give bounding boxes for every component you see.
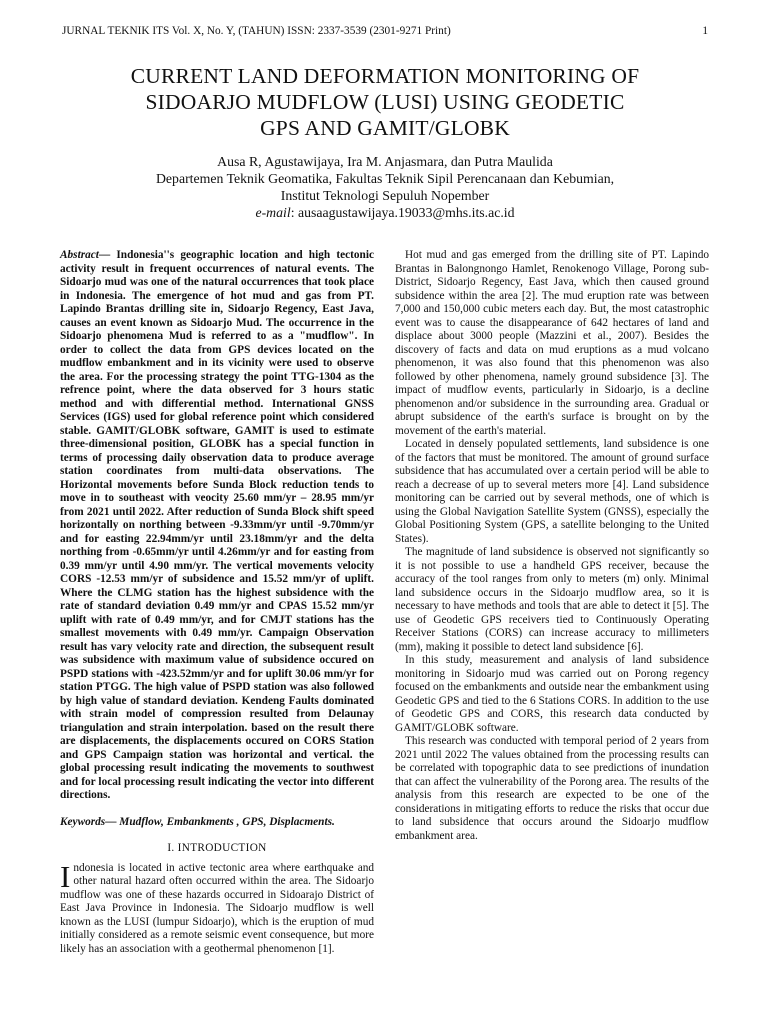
email-label: e-mail (255, 205, 291, 220)
abstract-label: Abstract (60, 249, 99, 261)
body-paragraph: In this study, measurement and analysis of land subsidence monitoring in Sidoarjo mud was carried out on Porong regency focused on the embankments and outside near the embankment using Geodetic GPS and tied to the 6 Stations CORS. In addition to the use of Geodetic GPS and CORS, this research data conducted by GAMIT/GLOBK software. (395, 654, 709, 734)
body-paragraph: Located in densely populated settlements, land subsidence is one of the factors that must be monitored. The amount of ground surface subsidence that has accumulated over a certain period will be able to reach a decrease of up to several meters more [4]. Land subsidence monitoring can be carried out by several methods, one of which is using the Global Navigation Satellite System (GNSS), especially the Global Positioning System (GPS, a satellite belonging to the United States). (395, 438, 709, 545)
body-paragraph: Hot mud and gas emerged from the drilling site of PT. Lapindo Brantas in Balongnongo Hamlet, Renokenogo Village, Porong sub-District, Sidoarjo Regency, East Java, which then caused ground subsidence within the area [2]. The mud eruption rate was between 7,000 and 150,000 cubic meters each day. But, the most catastrophic event was to cause the disappearance of 642 hectares of land and displace about 3000 people (Mazzini et al., 2007). Besides the discovery of facts and data on mud eruptions as a mud volcano phenomenon, it was also found that this phenomenon was also followed by other phenomena, namely ground subsidence [3]. The impact of mudflow events, particularly in Sidoarjo, is a decline phenomenon and/or subsidence in the surrounding area. Gradual or abrupt subsidence of the earth's surface is brought on by the movement of the earth's material. (395, 249, 709, 437)
drop-cap: I (60, 858, 71, 894)
author-email-line (60, 204, 710, 221)
abstract-text: — Indonesia''s geographic location and high tectonic activity result in frequent occurrences of natural events. The Sidoarjo mud was one of the natural occurrences that took place in Indonesia. The emergence of hot mud and gas from PT. Lapindo Brantas drilling site in, Sidoarjo Regency, East Java, causes an event known as Sidoarjo Mud. The occurrence in the Sidoarjo phenomena Mud is referred to as a "mudflow". In order to collect the data from GPS devices located on the mudflow embankment and in its vicinity were used to observe the area. For the processing strategy the point TTG-1304 as the refrence point, where the data observed for 3 hours static method and with differential method. International GNSS Services (IGS) used for global reference point which considered stable. GAMIT/GLOBK software, GAMIT is used to estimate three-dimensional position, GLOBK has a special function in terms of processing daily observation data to produce average station coordinates from multi-data observations. The Horizontal movements before Sunda Block reduction tends to move in to southeast with veocity 25.60 mm/yr – 28.95 mm/yr from 2021 until 2022. After reduction of Sunda Block shift speed horizontally on northing between -9.33mm/yr until -9.70mm/yr and for easting 22.94mm/yr until 23.18mm/yr and the delta northing from -0.65mm/yr until 4.26mm/yr and for easting from 0.39 mm/yr until 4.90 mm/yr. The vertical movements velocity CORS -12.53 mm/yr of subsidence and 15.52 mm/yr of uplift. Where the CLMG station has the highest subsidence with the rate of standard deviation 0.49 mm/yr and CPAS 15.52 mm/yr uplift with rate of 0.49 mm/yr, and for CMJT stations has the smallest movements with 0.49 mm/yr. Campaign Observation result has vary velocity rate and direction, the subsequent result was subsidence with maximum value of subsidence occured on PSPD stations with -423.52mm/yr and for uplift 30.06 mm/yr for station PTGG. The high value of PSPD station was also followed by high value of standard deviation. Kendeng Faults dominated with strain model of compression resulted from Delaunay triangulation and strain interpolation. based on the result there are displacements, the displacements occured on CORS Station and GPS Campaign station was horizontal and vertical. the global processing result indicating the movements to southwest and for local processing result indicating the vector into different directions. (60, 249, 374, 801)
title-line: CURRENT LAND DEFORMATION MONITORING OF (130, 64, 640, 88)
author-names: Ausa R, Agustawijaya, Ira M. Anjasmara, dan Putra Maulida (217, 154, 553, 169)
author-email: : ausaagustawijaya.19033@mhs.its.ac.id (290, 205, 515, 220)
section-heading: I. INTRODUCTION (167, 842, 267, 854)
author-department: Departemen Teknik Geomatika, Fakultas Teknik Sipil Perencanaan dan Kebumian, (155, 171, 615, 186)
keywords: Keywords— Mudflow, Embankments , GPS, Displacments. (60, 815, 335, 828)
body-paragraph: This research was conducted with temporal period of 2 years from 2021 until 2022 The values obtained from the processing results can be correlated with topographic data to see predictions of inundation that can affect the vulnerability of the Porong area. The results of the analysis from this research are expected to be one of the considerations in mitigating efforts to reduce the risks that occur due to land subsidence that occurs around the Sidoarjo mudflow embankment area. (395, 735, 709, 842)
body-paragraph: The magnitude of land subsidence is observed not significantly so it is not possible to use a handheld GPS receiver, because the accuracy of the tool ranges from only to meters (m) only. Minimal land subsidence occurs in the Sidoarjo mudflow area, so it is necessary to have methods and tools that are able to detect it [5]. The use of Geodetic GPS receivers tied to Continuously Operating Receiver Stations (CORS) can increase accuracy to millimeters (mm), making it possible to detect land subsidence [6]. (395, 546, 709, 653)
right-column (395, 249, 709, 843)
intro-text: ndonesia is located in active tectonic area where earthquake and other natural hazard often occurred within the area. The Sidoarjo mudflow was one of these hazards occurred in Sidoarajo District of East Java Province in Indonesia. The Sidoarjo mudflow is well known as the LUSI (lumpur Sidoarjo), which is the eruption of mud initially considered as a remote seismic event consequence, but more likely has an association with a geothermal phenomenon [1]. (60, 861, 374, 955)
abstract (60, 249, 374, 803)
paper-title (60, 63, 710, 141)
running-header (62, 25, 708, 37)
author-block (60, 153, 710, 221)
page-number: 1 (702, 25, 708, 37)
author-institute: Institut Teknologi Sepuluh Nopember (280, 188, 490, 203)
title-line: GPS AND GAMIT/GLOBK (260, 116, 510, 140)
journal-info: JURNAL TEKNIK ITS Vol. X, No. Y, (TAHUN) ISSN: 2337-3539 (2301-9271 Print) (62, 25, 451, 37)
intro-paragraph (60, 858, 374, 957)
title-line: SIDOARJO MUDFLOW (LUSI) USING GEODETIC (145, 90, 625, 114)
left-column (60, 249, 374, 956)
